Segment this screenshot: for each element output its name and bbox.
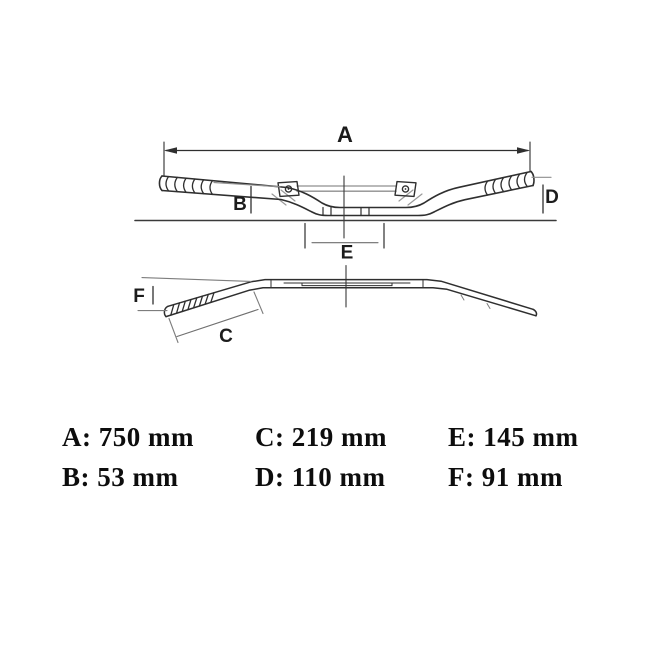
top-inner-detail [271,280,423,288]
spec-a: A: 750 mm [62,422,194,452]
dimension-d [532,177,559,213]
spec-e: E: 145 mm [448,422,579,452]
dimension-label-a: A [337,122,353,147]
handlebar-top-view [133,266,536,348]
crossbar-clamps [278,182,416,197]
clamp-zone-ticks [323,208,369,216]
dimension-a [164,122,530,176]
dimension-label-b: B [233,194,247,215]
front-bar-outline [159,172,534,216]
dimension-label-d: D [545,187,559,208]
crossbar-clamp-pads [272,190,422,205]
dimension-label-c: C [219,326,233,347]
spec-d: D: 110 mm [255,462,386,492]
dimension-f [133,278,251,311]
dimension-label-e: E [340,242,354,264]
handlebar-front-view [135,122,559,264]
spec-c: C: 219 mm [255,422,387,452]
spec-b: B: 53 mm [62,462,179,492]
crossbar [297,186,396,191]
spec-f: F: 91 mm [448,462,563,492]
dimension-label-f: F [133,286,145,307]
